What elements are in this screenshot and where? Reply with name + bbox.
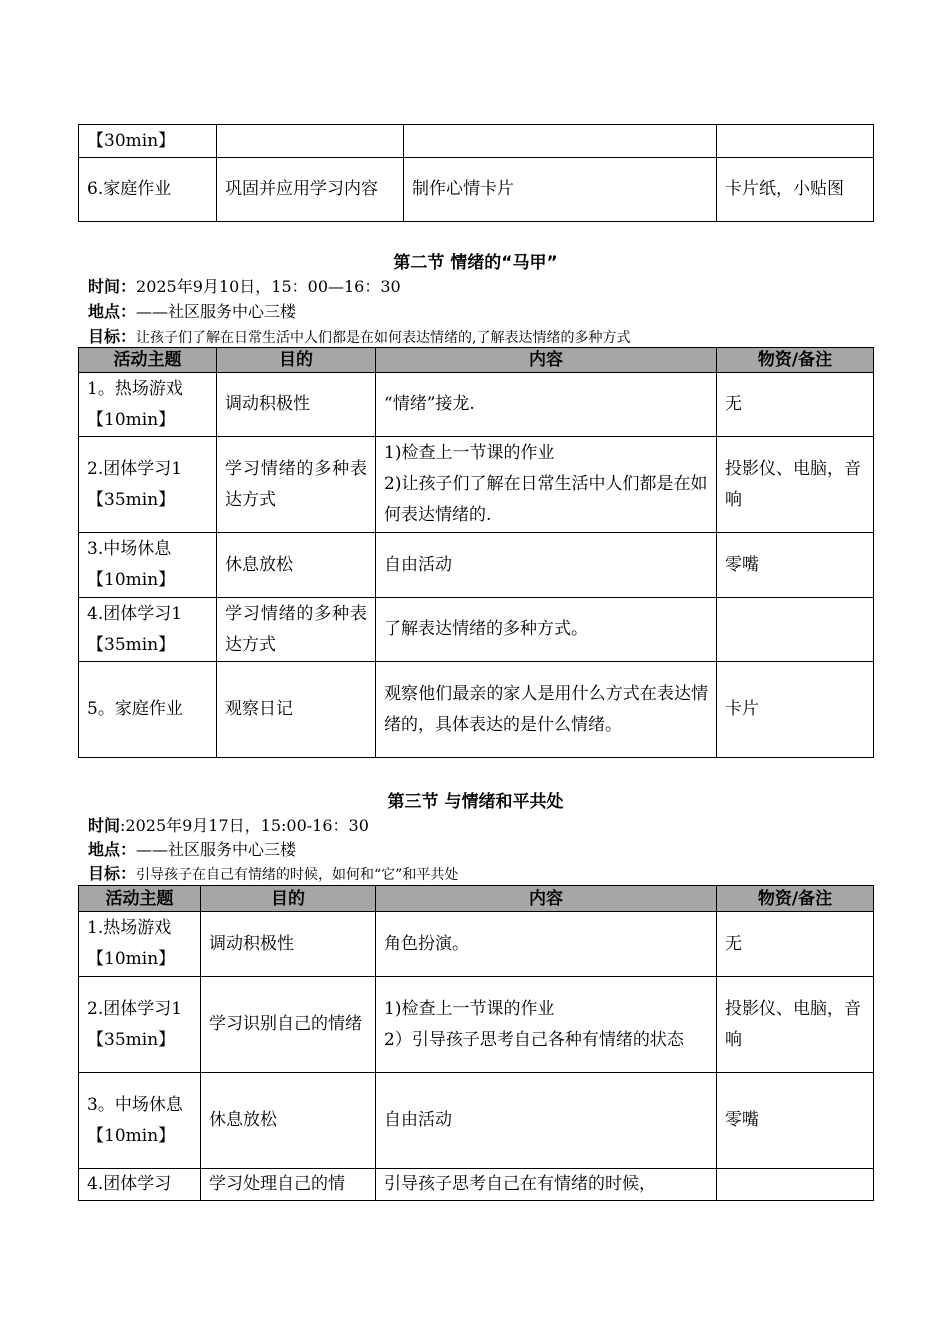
- time-value: 2025年9月10日，15：00—16：30: [136, 277, 401, 296]
- materials-cell: 无: [717, 912, 874, 977]
- table-row: [79, 125, 874, 158]
- theme-cell: 1.热场游戏 【10min】: [79, 912, 201, 977]
- content-cell: 1)检查上一节课的作业 2)让孩子们了解在日常生活中人们都是在如何表达情绪的.: [376, 437, 717, 533]
- header-materials: 物资/备注: [717, 348, 874, 373]
- theme-cell: 5。家庭作业: [79, 662, 217, 758]
- section3-place: [88, 837, 296, 860]
- session2-table: [78, 347, 874, 758]
- table-row: [79, 1073, 874, 1169]
- goal-value: 引导孩子在自己有情绪的时候，如何和“它”和平共处: [136, 867, 459, 883]
- content-cell: 1)检查上一节课的作业 2）引导孩子思考自己各种有情绪的状态: [376, 977, 717, 1073]
- purpose-cell: 学习识别自己的情绪: [201, 977, 376, 1073]
- time-label: 时间: [88, 816, 121, 835]
- purpose-cell: 观察日记: [217, 662, 376, 758]
- materials-cell: 无: [717, 373, 874, 437]
- materials-cell: 卡片纸，小贴图: [717, 158, 874, 222]
- theme-cell: 3.中场休息 【10min】: [79, 533, 217, 598]
- time-label: 时间：: [88, 277, 137, 296]
- section3-title: 第三节 与情绪和平共处: [387, 792, 564, 812]
- content-cell: 自由活动: [376, 1073, 717, 1169]
- section2-title: 第二节 情绪的“马甲”: [393, 253, 558, 273]
- header-theme: 活动主题: [79, 348, 217, 373]
- time-value: :2025年9月17日，15:00-16：30: [120, 816, 369, 835]
- place-label: 地点：: [88, 840, 137, 859]
- goal-label: 目标：: [88, 327, 137, 346]
- theme-cell: 6.家庭作业: [79, 158, 217, 222]
- purpose-cell: 学习处理自己的情: [201, 1169, 376, 1201]
- table-row: [79, 598, 874, 662]
- header-content: 内容: [376, 886, 717, 912]
- content-cell: 自由活动: [376, 533, 717, 598]
- section3-goal: [88, 861, 458, 884]
- materials-cell: 卡片: [717, 662, 874, 758]
- theme-cell: 【30min】: [79, 125, 217, 158]
- content-cell: [404, 125, 717, 158]
- materials-cell: [717, 598, 874, 662]
- table-row: [79, 158, 874, 222]
- goal-label: 目标：: [88, 864, 137, 883]
- table-row: [79, 912, 874, 977]
- header-theme: 活动主题: [79, 886, 201, 912]
- header-purpose: 目的: [201, 886, 376, 912]
- table-header-row: [79, 348, 874, 373]
- theme-cell: 1。热场游戏 【10min】: [79, 373, 217, 437]
- purpose-cell: 调动积极性: [217, 373, 376, 437]
- purpose-cell: 学习情绪的多种表达方式: [217, 437, 376, 533]
- materials-cell: [717, 125, 874, 158]
- purpose-cell: 调动积极性: [201, 912, 376, 977]
- purpose-cell: [217, 125, 404, 158]
- theme-cell: 2.团体学习1 【35min】: [79, 437, 217, 533]
- theme-cell: 2.团体学习1 【35min】: [79, 977, 201, 1073]
- table-row: [79, 437, 874, 533]
- goal-value: 让孩子们了解在日常生活中人们都是在如何表达情绪的,了解表达情绪的多种方式: [136, 330, 631, 346]
- theme-cell: 3。中场休息 【10min】: [79, 1073, 201, 1169]
- purpose-cell: 巩固并应用学习内容: [217, 158, 404, 222]
- content-cell: “情绪”接龙.: [376, 373, 717, 437]
- theme-cell: 4.团体学习: [79, 1169, 201, 1201]
- content-cell: 了解表达情绪的多种方式。: [376, 598, 717, 662]
- header-materials: 物资/备注: [717, 886, 874, 912]
- table-row: [79, 533, 874, 598]
- content-cell: 引导孩子思考自己在有情绪的时候，: [376, 1169, 717, 1201]
- section2-time: [88, 274, 401, 297]
- header-content: 内容: [376, 348, 717, 373]
- content-cell: 制作心情卡片: [404, 158, 717, 222]
- materials-cell: 零嘴: [717, 1073, 874, 1169]
- place-label: 地点：: [88, 302, 137, 321]
- table-row: [79, 373, 874, 437]
- place-value: ——社区服务中心三楼: [136, 840, 297, 859]
- table-header-row: [79, 886, 874, 912]
- content-cell: 观察他们最亲的家人是用什么方式在表达情绪的，具体表达的是什么情绪。: [376, 662, 717, 758]
- materials-cell: 投影仪、电脑，音响: [717, 977, 874, 1073]
- theme-cell: 4.团体学习1 【35min】: [79, 598, 217, 662]
- session1-table-continued: [78, 124, 874, 222]
- section2-place: [88, 299, 296, 322]
- purpose-cell: 休息放松: [217, 533, 376, 598]
- purpose-cell: 学习情绪的多种表达方式: [217, 598, 376, 662]
- table-row: [79, 662, 874, 758]
- materials-cell: 零嘴: [717, 533, 874, 598]
- place-value: ——社区服务中心三楼: [136, 302, 297, 321]
- section2-goal: [88, 324, 630, 347]
- table-row: [79, 1169, 874, 1201]
- content-cell: 角色扮演。: [376, 912, 717, 977]
- header-purpose: 目的: [217, 348, 376, 373]
- table-row: [79, 977, 874, 1073]
- section3-time: [88, 813, 369, 836]
- materials-cell: 投影仪、电脑，音响: [717, 437, 874, 533]
- materials-cell: [717, 1169, 874, 1201]
- session3-table: [78, 885, 874, 1201]
- purpose-cell: 休息放松: [201, 1073, 376, 1169]
